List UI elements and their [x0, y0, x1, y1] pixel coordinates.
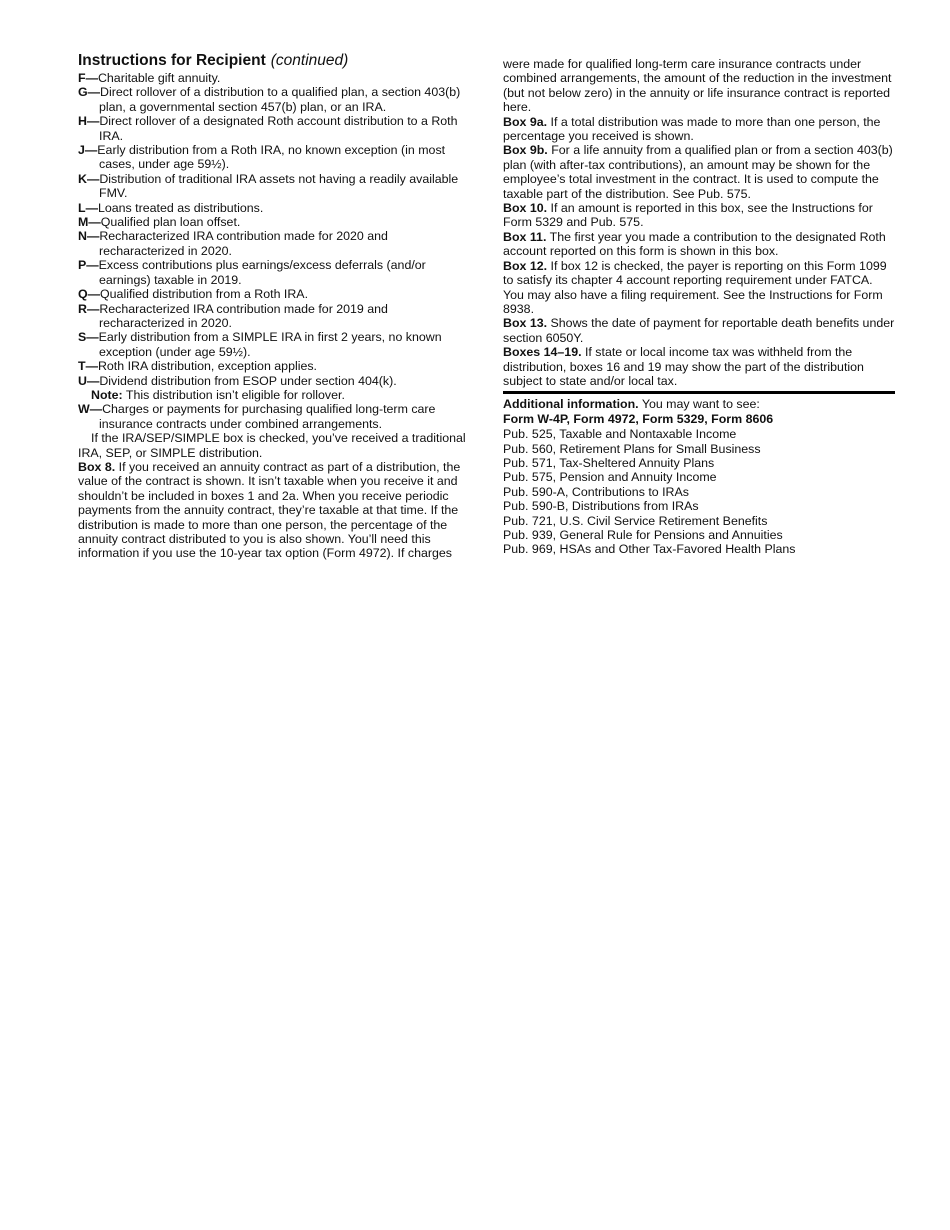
code-item: T—Roth IRA distribution, exception applies. [78, 359, 317, 374]
code-item: F—Charitable gift annuity. [78, 71, 221, 85]
ira-paragraph: If the IRA/SEP/SIMPLE box is checked, you’ve received a traditional IRA, SEP, or SIMPLE distribution. [78, 431, 466, 460]
pub-item: Pub. 721, U.S. Civil Service Retirement Benefits [503, 513, 768, 528]
page-title [78, 52, 470, 69]
code-item: K—Distribution of traditional IRA assets not having a readily available FMV. [78, 171, 459, 201]
pub-item: Pub. 969, HSAs and Other Tax-Favored Health Plans [503, 542, 796, 557]
code-item: Q—Qualified distribution from a Roth IRA. [78, 287, 309, 302]
box13-paragraph: Box 13. Shows the date of payment for reportable death benefits under section 6050Y. [503, 316, 895, 345]
code-item: J—Early distribution from a Roth IRA, no known exception (in most cases, under age 59½). [78, 143, 446, 172]
title-main: Instructions for Recipient [78, 52, 266, 69]
code-item: U—Dividend distribution from ESOP under section 404(k). [78, 373, 397, 388]
code-item: S—Early distribution from a SIMPLE IRA in first 2 years, no known exception (under age 59½). [78, 330, 442, 359]
code-item: M—Qualified plan loan offset. [78, 215, 241, 230]
additional-forms: Form W-4P, Form 4972, Form 5329, Form 8606 [503, 411, 774, 426]
code-item: N—Recharacterized IRA contribution made for 2020 and recharacterized in 2020. [78, 229, 388, 258]
code-item: W—Charges or payments for purchasing qualified long-term care insurance contracts under combined arrangements. [78, 402, 436, 431]
note: Note: This distribution isn’t eligible for rollover. [91, 387, 345, 402]
box9a-paragraph: Box 9a. If a total distribution was made to more than one person, the percentage you received is shown. [503, 114, 881, 144]
pub-item: Pub. 571, Tax-Sheltered Annuity Plans [503, 455, 715, 470]
title-continued: (continued) [270, 52, 349, 69]
pub-item: Pub. 575, Pension and Annuity Income [503, 470, 717, 485]
section-divider [503, 391, 895, 394]
right-column [503, 57, 895, 557]
pub-item: Pub. 590-B, Distributions from IRAs [503, 499, 699, 514]
box8-paragraph: Box 8. If you received an annuity contract as part of a distribution, the value of the contract is shown. It isn’t taxable when you receive it and shouldn’t be included in boxes 1 and 2a. When you receive periodic payments from the annuity contract, they’re taxable at that time. If the distribution is made to more than one person, the percentage of the annuity contract distributed to you is also shown. You’ll need this information if you use the 10-year tax option (Form 4972). If charges [78, 459, 461, 561]
code-item: H—Direct rollover of a designated Roth account distribution to a Roth IRA. [78, 114, 458, 143]
box11-paragraph: Box 11. The first year you made a contribution to the designated Roth account reported on this form is shown in this box. [503, 229, 886, 259]
pub-item: Pub. 525, Taxable and Nontaxable Income [503, 427, 737, 442]
additional-info-heading: Additional information. You may want to see: [503, 397, 760, 412]
box12-paragraph: Box 12. If box 12 is checked, the payer is reporting on this Form 1099 to satisfy its chapter 4 account reporting requirement under FATCA. You may also have a filing requirement. See the Instructions for Form 8938. [503, 258, 887, 316]
code-item: P—Excess contributions plus earnings/excess deferrals (and/or earnings) taxable in 2019. [78, 258, 426, 287]
code-item: L—Loans treated as distributions. [78, 200, 264, 215]
box8-continued: were made for qualified long-term care insurance contracts under combined arrangements, the amount of the reduction in the investment (but not below zero) in the annuity or life insurance contract is reported here. [503, 57, 892, 115]
pub-item: Pub. 939, General Rule for Pensions and Annuities [503, 528, 783, 542]
code-item: R—Recharacterized IRA contribution made for 2019 and recharacterized in 2020. [78, 301, 388, 330]
left-column [78, 52, 470, 561]
code-item: G—Direct rollover of a distribution to a qualified plan, a section 403(b) plan, a governmental section 457(b) plan, or an IRA. [78, 85, 461, 114]
box14-19-paragraph: Boxes 14–19. If state or local income tax was withheld from the distribution, boxes 16 and 19 may show the part of the distribution subject to state and/or local tax. [503, 345, 864, 388]
pub-item: Pub. 590-A, Contributions to IRAs [503, 484, 689, 499]
box10-paragraph: Box 10. If an amount is reported in this box, see the Instructions for Form 5329 and Pub. 575. [503, 201, 873, 230]
pub-item: Pub. 560, Retirement Plans for Small Business [503, 441, 761, 456]
box9b-paragraph: Box 9b. For a life annuity from a qualified plan or from a section 403(b) plan (with after-tax contributions), an amount may be shown for the employee’s total investment in the contract. It is used to compute the taxable part of the distribution. See Pub. 575. [503, 143, 893, 201]
